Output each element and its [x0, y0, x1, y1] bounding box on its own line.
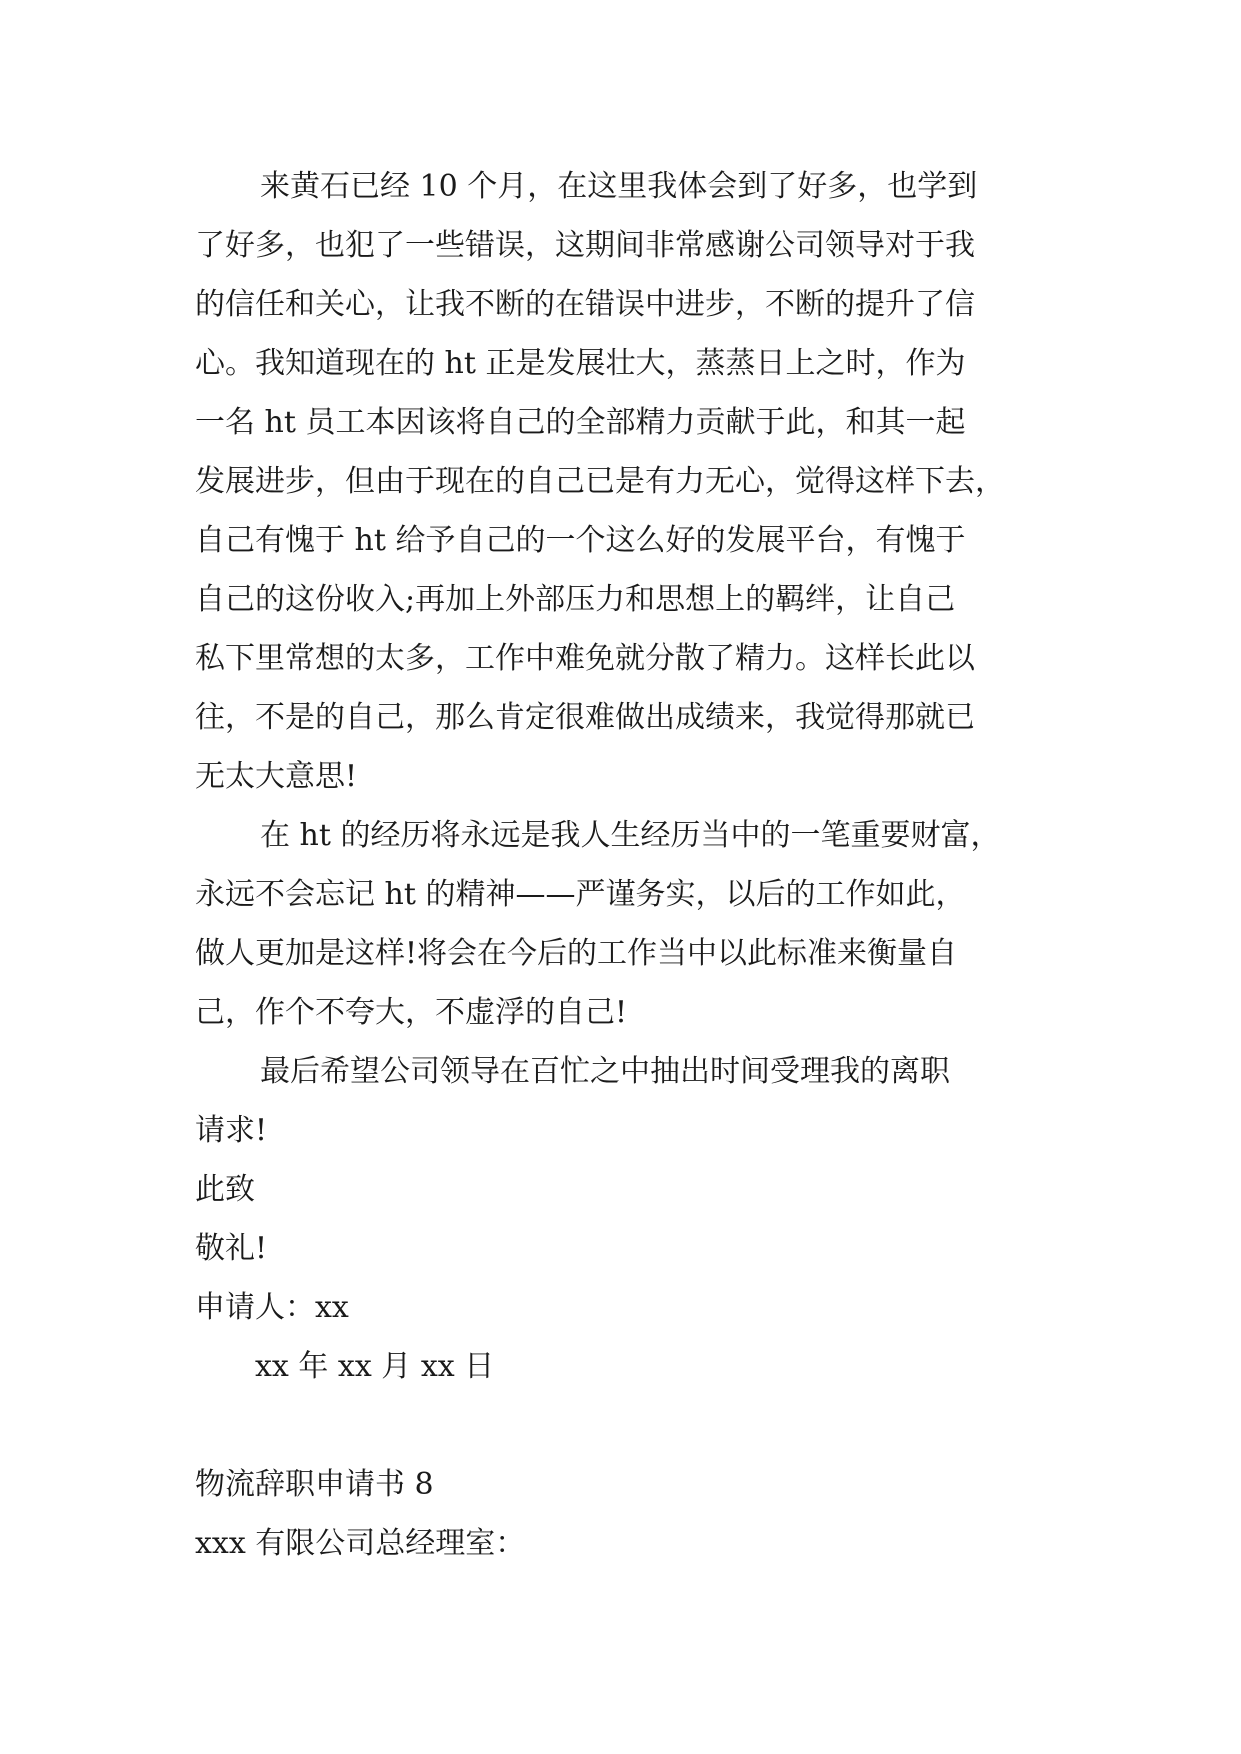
- paragraph-1-line-2: 了好多，也犯了一些错误，这期间非常感谢公司领导对于我: [195, 228, 975, 263]
- paragraph-1-line-7: 自己有愧于 ht 给予自己的一个这么好的发展平台，有愧于: [195, 523, 966, 558]
- paragraph-2-line-1: 在 ht 的经历将永远是我人生经历当中的一笔重要财富，: [260, 818, 1001, 853]
- paragraph-1-line-9: 私下里常想的太多，工作中难免就分散了精力。这样长此以: [195, 641, 975, 676]
- paragraph-1-line-11: 无太大意思!: [195, 759, 358, 794]
- paragraph-1-line-3: 的信任和关心，让我不断的在错误中进步，不断的提升了信: [195, 287, 975, 322]
- paragraph-2-line-2: 永远不会忘记 ht 的精神——严谨务实，以后的工作如此，: [195, 877, 966, 912]
- closing-phrase: 此致: [195, 1172, 255, 1207]
- paragraph-3-line-1: 最后希望公司领导在百忙之中抽出时间受理我的离职: [260, 1054, 950, 1089]
- next-document-salutation: xxx 有限公司总经理室：: [195, 1526, 526, 1561]
- signature-date: xx 年 xx 月 xx 日: [255, 1349, 495, 1384]
- paragraph-1-line-6: 发展进步，但由于现在的自己已是有力无心，觉得这样下去，: [195, 464, 1005, 499]
- applicant-signature: 申请人：xx: [195, 1290, 349, 1325]
- paragraph-2-line-4: 己，作个不夸大，不虚浮的自己!: [195, 995, 628, 1030]
- paragraph-1-line-8: 自己的这份收入;再加上外部压力和思想上的羁绊，让自己: [195, 582, 956, 617]
- paragraph-1-line-10: 往，不是的自己，那么肯定很难做出成绩来，我觉得那就已: [195, 700, 975, 735]
- closing-salute: 敬礼!: [195, 1231, 268, 1266]
- next-document-title: 物流辞职申请书 8: [195, 1467, 434, 1502]
- paragraph-2-line-3: 做人更加是这样!将会在今后的工作当中以此标准来衡量自: [195, 936, 958, 971]
- paragraph-1-line-4: 心。我知道现在的 ht 正是发展壮大，蒸蒸日上之时，作为: [195, 346, 966, 381]
- paragraph-3-line-2: 请求!: [195, 1113, 268, 1148]
- paragraph-1-line-1: 来黄石已经 10 个月，在这里我体会到了好多，也学到: [260, 169, 978, 204]
- paragraph-1-line-5: 一名 ht 员工本因该将自己的全部精力贡献于此，和其一起: [195, 405, 966, 440]
